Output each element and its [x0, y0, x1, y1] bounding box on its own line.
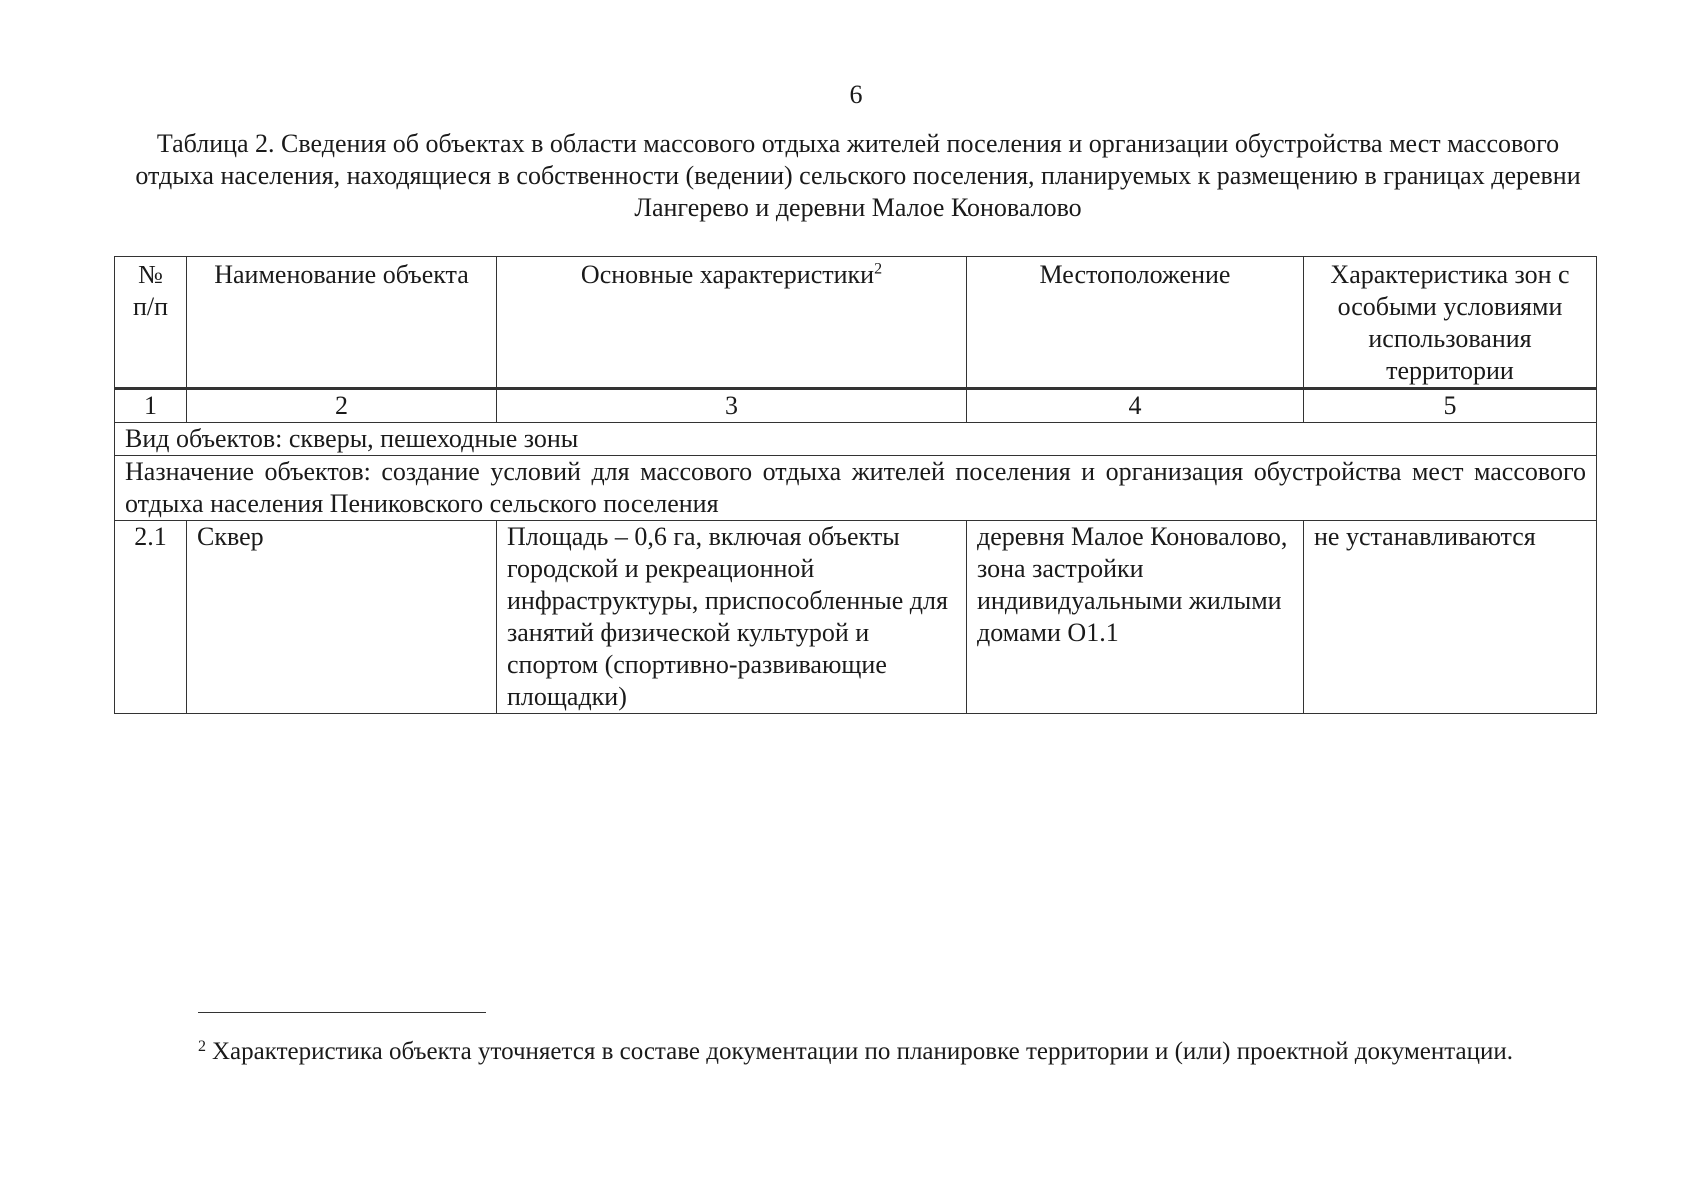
header-location: Местоположение: [967, 257, 1304, 389]
group-purpose-row: [115, 456, 1597, 521]
column-number: 3: [497, 389, 967, 423]
footnote: [124, 1030, 1580, 1068]
column-number: 2: [187, 389, 497, 423]
table-header-row: [115, 257, 1597, 389]
column-number: 5: [1304, 389, 1597, 423]
page-number: 6: [849, 80, 863, 109]
group-purpose: Назначение объектов: создание условий для массового отдыха жителей поселения и организация обустройства мест массового отдыха населения Пениковского сельского поселения: [115, 456, 1597, 521]
row-number: 2.1: [115, 521, 187, 714]
table-row: [115, 521, 1597, 714]
table-caption: Таблица 2. Сведения об объектах в области массового отдыха жителей поселения и организации обустройства мест массового отдыха населения, находящиеся в собственности (ведении) сельского поселения, планируемых к размещению в границах деревни Лангерево и деревни Малое Коновалово: [135, 129, 1581, 222]
header-characteristics: [497, 257, 967, 389]
header-zones: Характеристика зон с особыми условиями использования территории: [1304, 257, 1597, 389]
group-kind-row: [115, 423, 1597, 456]
objects-table: [114, 256, 1597, 714]
column-numbers-row: [115, 389, 1597, 423]
column-number: 4: [967, 389, 1304, 423]
row-characteristics: Площадь – 0,6 га, включая объекты городской и рекреационной инфраструктуры, приспособленные для занятий физической культурой и спортом (спортивно-развивающие площадки): [497, 521, 967, 714]
header-characteristics-text: Основные характеристики: [580, 260, 875, 289]
row-location: деревня Малое Коновалово, зона застройки индивидуальными жилыми домами О1.1: [967, 521, 1304, 714]
footnote-separator: [198, 1012, 486, 1013]
footnote-mark: 2: [198, 1038, 206, 1055]
header-number: № п/п: [115, 257, 187, 389]
row-name: Сквер: [187, 521, 497, 714]
group-kind: Вид объектов: скверы, пешеходные зоны: [115, 423, 1597, 456]
column-number: 1: [115, 389, 187, 423]
header-name: Наименование объекта: [187, 257, 497, 389]
footnote-text: Характеристика объекта уточняется в составе документации по планировке территории и (или) проектной документации.: [212, 1038, 1513, 1065]
row-zones: не устанавливаются: [1304, 521, 1597, 714]
header-footnote-mark: 2: [874, 260, 883, 278]
